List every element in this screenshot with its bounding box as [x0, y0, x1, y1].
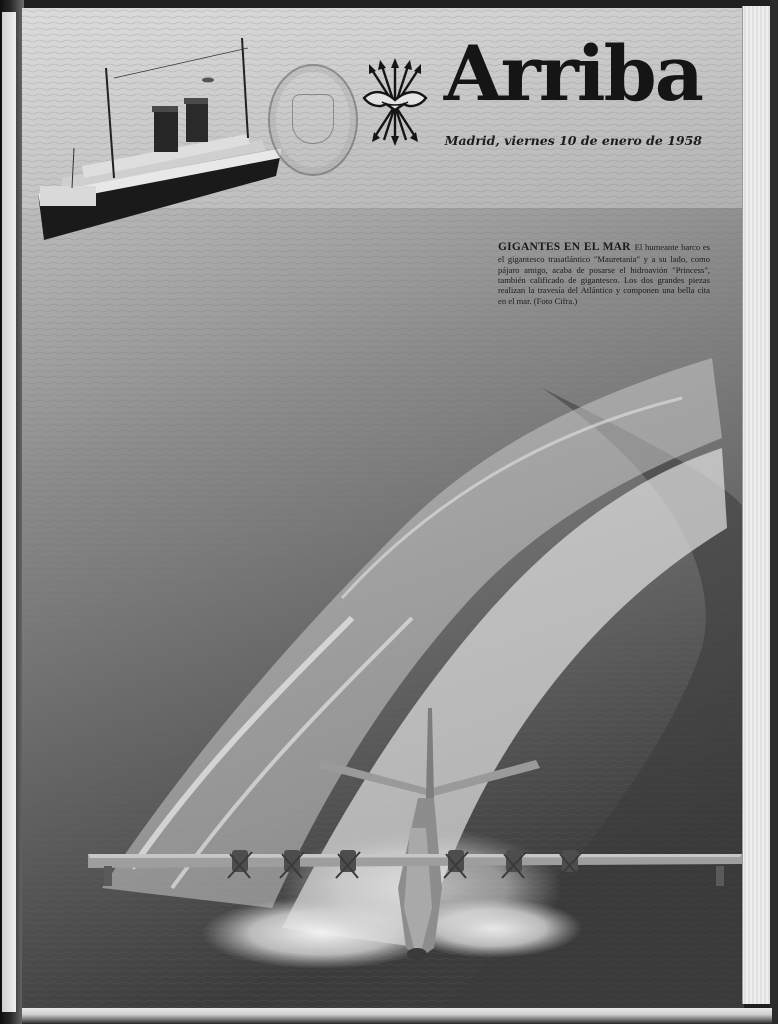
caption-text: El humeante barco es el gigantesco trasatlántico "Mauretania" y a su lado, como pájaro amigo, acaba de posarse el hidroavión "Princess", también calificado de gigantesco. Los dos grandes piezas realizan la travesía del Atlántico y componen una bella cita en el mar. (Foto Cifra.) — [498, 242, 710, 306]
newspaper-page — [22, 8, 744, 1010]
ocean-liner-and-flying-boat-photo — [22, 8, 744, 1010]
previous-page-edge — [2, 12, 16, 1012]
caption-heading: GIGANTES EN EL MAR — [498, 241, 631, 253]
masthead-title: Arriba — [443, 29, 702, 118]
book-binding-right — [770, 0, 778, 1024]
library-seal-icon — [268, 64, 358, 176]
photo-caption — [498, 240, 710, 306]
masthead-dateline: Madrid, viernes 10 de enero de 1958 — [444, 133, 702, 148]
page-bottom-edge — [22, 1008, 772, 1024]
yoke-and-arrows-icon — [360, 58, 430, 148]
page-stack-edge — [742, 6, 771, 1004]
